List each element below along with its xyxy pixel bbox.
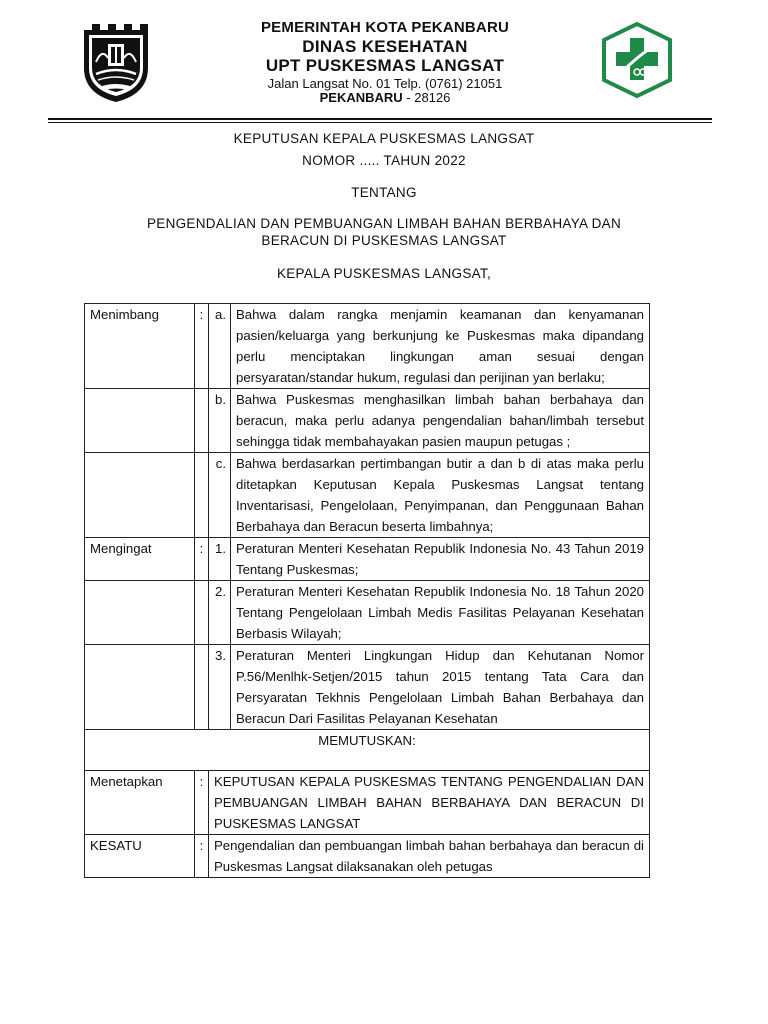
item-number: 2. (209, 581, 231, 645)
item-number: b. (209, 389, 231, 453)
table-row (85, 771, 650, 835)
letterhead-city-line (190, 91, 580, 106)
mengingat-label: Mengingat (85, 538, 195, 581)
letterhead-address: Jalan Langsat No. 01 Telp. (0761) 21051 (267, 75, 503, 91)
letterhead-government: PEMERINTAH KOTA PEKANBARU (260, 19, 510, 36)
item-text: Bahwa berdasarkan pertimbangan butir a dan b di atas maka perlu ditetapkan Keputusan Kepala Puskesmas Langsat tentang Inventarisasi, Pengelolaan, Penyimpanan, dan Penggunaan Bahan Berbahaya dan Beracun beserta limbahnya; (231, 453, 650, 538)
menetapkan-label: Menetapkan (85, 771, 195, 835)
pekanbaru-emblem-icon (78, 18, 154, 104)
table-row (85, 835, 650, 878)
decree-table (84, 303, 650, 878)
letterhead (190, 20, 580, 106)
decree-number: NOMOR ..... TAHUN 2022 (302, 153, 466, 168)
menimbang-label: Menimbang (85, 304, 195, 389)
letterhead-divider-thick (48, 118, 712, 120)
letterhead-city: PEKANBARU (319, 90, 403, 106)
item-text: Bahwa Puskesmas menghasilkan limbah bahan berbahaya dan beracun, maka perlu adanya pengendalian bahan/limbah tersebut sehingga tidak membahayakan pasien maupun petugas ; (231, 389, 650, 453)
decree-title: KEPUTUSAN KEPALA PUSKESMAS LANGSAT (233, 131, 535, 146)
kesatu-label: KESATU (85, 835, 195, 878)
menetapkan-text: KEPUTUSAN KEPALA PUSKESMAS TENTANG PENGENDALIAN DAN PEMBUANGAN LIMBAH BAHAN BERBAHAYA DAN BERACUN DI PUSKESMAS LANGSAT (209, 771, 650, 835)
decree-tentang: TENTANG (351, 185, 417, 200)
item-text: Peraturan Menteri Kesehatan Republik Indonesia No. 43 Tahun 2019 Tentang Puskesmas; (231, 538, 650, 581)
table-row (85, 389, 650, 453)
table-row (85, 645, 650, 730)
table-row (85, 453, 650, 538)
letterhead-unit: UPT PUSKESMAS LANGSAT (265, 55, 505, 75)
table-row (85, 304, 650, 389)
mengingat-colon: : (195, 538, 209, 581)
puskesmas-logo-icon (598, 20, 676, 100)
memutuskan-heading: MEMUTUSKAN: (85, 730, 650, 771)
decree-subject (90, 216, 678, 250)
item-text: Bahwa dalam rangka menjamin keamanan dan kenyamanan pasien/keluarga yang berkunjung ke Puskesmas maka dipandang perlu menciptakan lingkungan aman sesuai dengan persyaratan/standar hukum, regulasi dan perijinan yan berlaku; (231, 304, 650, 389)
item-number: 3. (209, 645, 231, 730)
letterhead-divider-thin (48, 122, 712, 123)
menetapkan-colon: : (195, 771, 209, 835)
item-text: Peraturan Menteri Lingkungan Hidup dan Kehutanan Nomor P.56/Menlhk-Setjen/2015 tahun 2015 tentang Tata Cara dan Persyaratan Tekhnis Pengelolaan Limbah Bahan Berbahaya dan Beracun Dari Fasilitas Pelayanan Kesehatan (231, 645, 650, 730)
kesatu-colon: : (195, 835, 209, 878)
item-number: 1. (209, 538, 231, 581)
item-text: Peraturan Menteri Kesehatan Republik Indonesia No. 18 Tahun 2020 Tentang Pengelolaan Limbah Medis Fasilitas Pelayanan Kesehatan Berbasis Wilayah; (231, 581, 650, 645)
menimbang-colon: : (195, 304, 209, 389)
decree-subject-line1: PENGENDALIAN DAN PEMBUANGAN LIMBAH BAHAN BERBAHAYA DAN (146, 216, 622, 231)
letterhead-postal: - 28126 (402, 90, 451, 106)
decree-issuer: KEPALA PUSKESMAS LANGSAT, (276, 266, 492, 281)
letterhead-agency: DINAS KESEHATAN (302, 36, 468, 56)
item-number: c. (209, 453, 231, 538)
decree-subject-line2: BERACUN DI PUSKESMAS LANGSAT (261, 232, 507, 248)
table-row (85, 581, 650, 645)
table-row (85, 538, 650, 581)
table-row (85, 730, 650, 771)
item-number: a. (209, 304, 231, 389)
kesatu-text: Pengendalian dan pembuangan limbah bahan berbahaya dan beracun di Puskesmas Langsat dilaksanakan oleh petugas (214, 838, 644, 874)
